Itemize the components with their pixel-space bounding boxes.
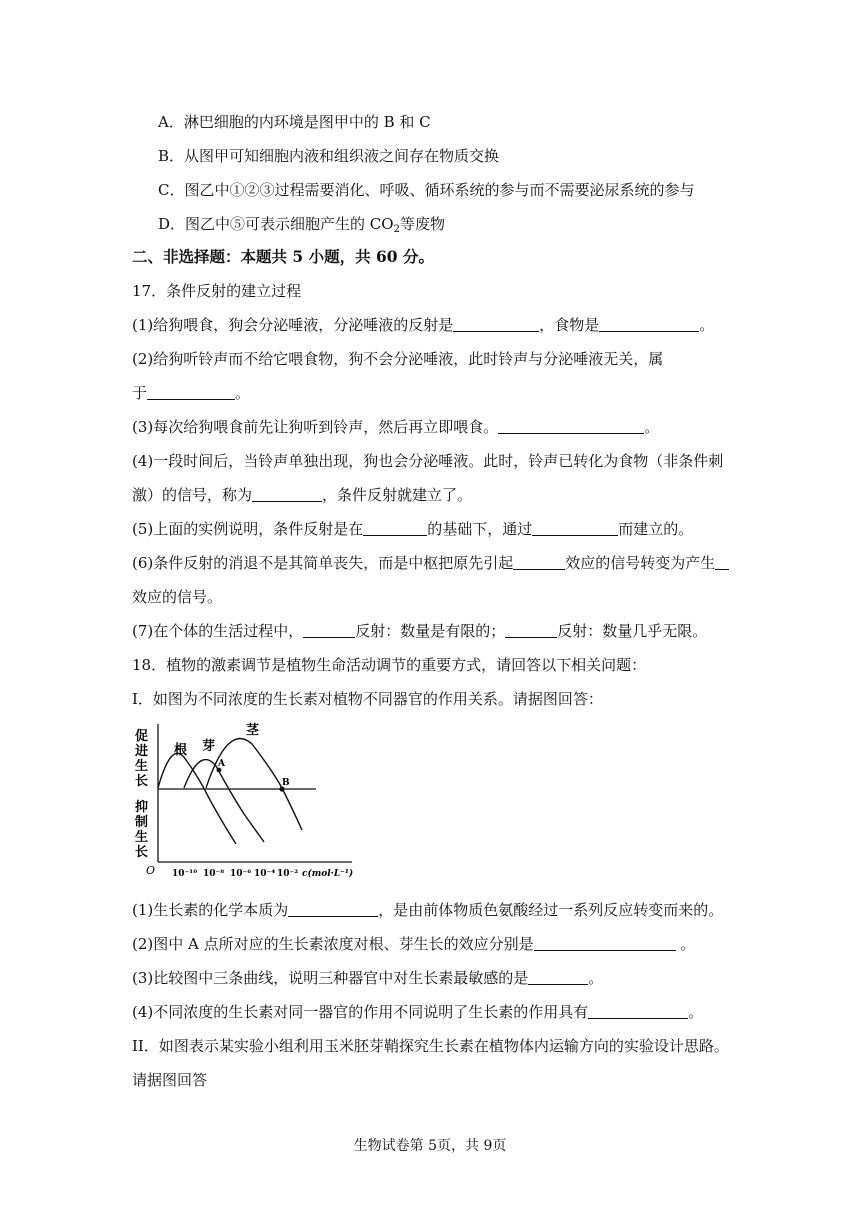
answer-blank[interactable] <box>528 969 588 985</box>
x-tick-label: 10⁻⁸ <box>203 869 225 879</box>
answer-blank[interactable] <box>363 520 427 536</box>
x-tick-label: 10⁻¹⁰ <box>172 869 198 879</box>
curve-label-root: 根 <box>174 743 188 758</box>
answer-blank[interactable] <box>453 316 539 332</box>
x-tick-label: 10⁻⁴ <box>254 869 276 879</box>
answer-blank[interactable] <box>588 1003 688 1019</box>
q17-title: 17．条件反射的建立过程 <box>132 282 302 300</box>
answer-blank[interactable] <box>505 622 557 638</box>
q18-sub2: (2)图中 A 点所对应的生长素浓度对根、芽生长的效应分别是 。 <box>132 935 696 953</box>
y-label-promote-3: 生 <box>135 759 149 774</box>
q18-part2-cont: 请据图回答 <box>132 1071 208 1089</box>
answer-blank[interactable] <box>303 622 355 638</box>
q17-sub3: (3)每次给狗喂食前先让狗听到铃声，然后再立即喂食。 。 <box>132 418 660 436</box>
answer-blank[interactable] <box>715 554 729 570</box>
curve-label-bud: 芽 <box>202 739 216 754</box>
y-label-inhibit-3: 生 <box>135 830 149 845</box>
q18-sub4: (4)不同浓度的生长素对同一器官的作用不同说明了生长素的作用具有 。 <box>132 1003 704 1021</box>
answer-blank[interactable] <box>534 935 676 951</box>
answer-blank[interactable] <box>252 486 322 502</box>
q17-sub5: (5)上面的实例说明，条件反射是在 的基础下，通过 而建立的。 <box>132 520 694 538</box>
y-label-promote-4: 长 <box>135 774 149 789</box>
curve-label-stem: 茎 <box>246 723 260 738</box>
y-label-inhibit-2: 制 <box>135 815 149 830</box>
answer-blank[interactable] <box>147 384 235 400</box>
q18-part2: II．如图表示某实验小组利用玉米胚芽鞘探究生长素在植物体内运输方向的实验设计思路。 <box>132 1037 729 1055</box>
answer-blank[interactable] <box>513 554 565 570</box>
x-axis-unit: c(mol·L⁻¹) <box>302 869 354 879</box>
q17-sub2: (2)给狗听铃声而不给它喂食物，狗不会分泌唾液，此时铃声与分泌唾液无关，属 <box>132 350 664 368</box>
q18-title: 18．植物的激素调节是植物生命活动调节的重要方式，请回答以下相关问题： <box>132 656 647 674</box>
answer-blank[interactable] <box>599 316 699 332</box>
section-heading: 二、非选择题：本题共 5 小题，共 60 分。 <box>132 247 434 266</box>
curve-bud <box>184 760 264 842</box>
q17-sub6: (6)条件反射的消退不是其简单丧失，而是中枢把原先引起 效应的信号转变为产生 <box>132 553 729 573</box>
q17-sub4-cont: 激）的信号，称为 ，条件反射就建立了。 <box>132 486 473 504</box>
q18-part1: I．如图为不同浓度的生长素对植物不同器官的作用关系。请据图回答： <box>132 690 603 708</box>
option-d: D．图乙中⑤可表示细胞产生的 $CO_2$等废物 <box>158 215 445 235</box>
x-tick-label: 10⁻⁶ <box>230 869 252 879</box>
auxin-effect-figure <box>132 718 364 882</box>
option-b: B．从图甲可知细胞内液和组织液之间存在物质交换 <box>158 147 500 165</box>
q17-sub1: (1)给狗喂食，狗会分泌唾液，分泌唾液的反射是 ，食物是 。 <box>132 316 715 334</box>
y-label-promote-1: 促 <box>135 729 149 744</box>
point-b-label: B <box>282 778 290 788</box>
q17-sub6-cont: 效应的信号。 <box>132 588 223 606</box>
page-footer: 生物试卷第 5页，共 9页 <box>353 1138 507 1154</box>
q17-sub2-cont: 于 。 <box>132 384 251 402</box>
y-label-inhibit-4: 长 <box>135 845 149 860</box>
answer-blank[interactable] <box>532 520 618 536</box>
q18-sub1: (1)生长素的化学本质为 ，是由前体物质色氨酸经过一系列反应转变而来的。 <box>132 901 724 919</box>
q17-sub7: (7)在个体的生活过程中， 反射：数量是有限的； 反射：数量几乎无限。 <box>132 622 708 640</box>
y-label-promote-2: 进 <box>135 744 149 759</box>
point-a-label: A <box>218 759 225 769</box>
origin-label: O <box>146 864 156 877</box>
q18-sub3: (3)比较图中三条曲线，说明三种器官中对生长素最敏感的是 。 <box>132 969 604 987</box>
q17-sub4: (4)一段时间后，当铃声单独出现，狗也会分泌唾液。此时，铃声已转化为食物（非条件刺 <box>132 452 724 470</box>
x-tick-label: 10⁻² <box>277 869 299 879</box>
option-a: A．淋巴细胞的内环境是图甲中的 B 和 C <box>158 113 431 131</box>
y-label-inhibit-1: 抑 <box>135 800 149 815</box>
option-c: C．图乙中①②③过程需要消化、呼吸、循环系统的参与而不需要泌尿系统的参与 <box>158 181 695 199</box>
answer-blank[interactable] <box>288 901 378 917</box>
answer-blank[interactable] <box>498 418 644 434</box>
